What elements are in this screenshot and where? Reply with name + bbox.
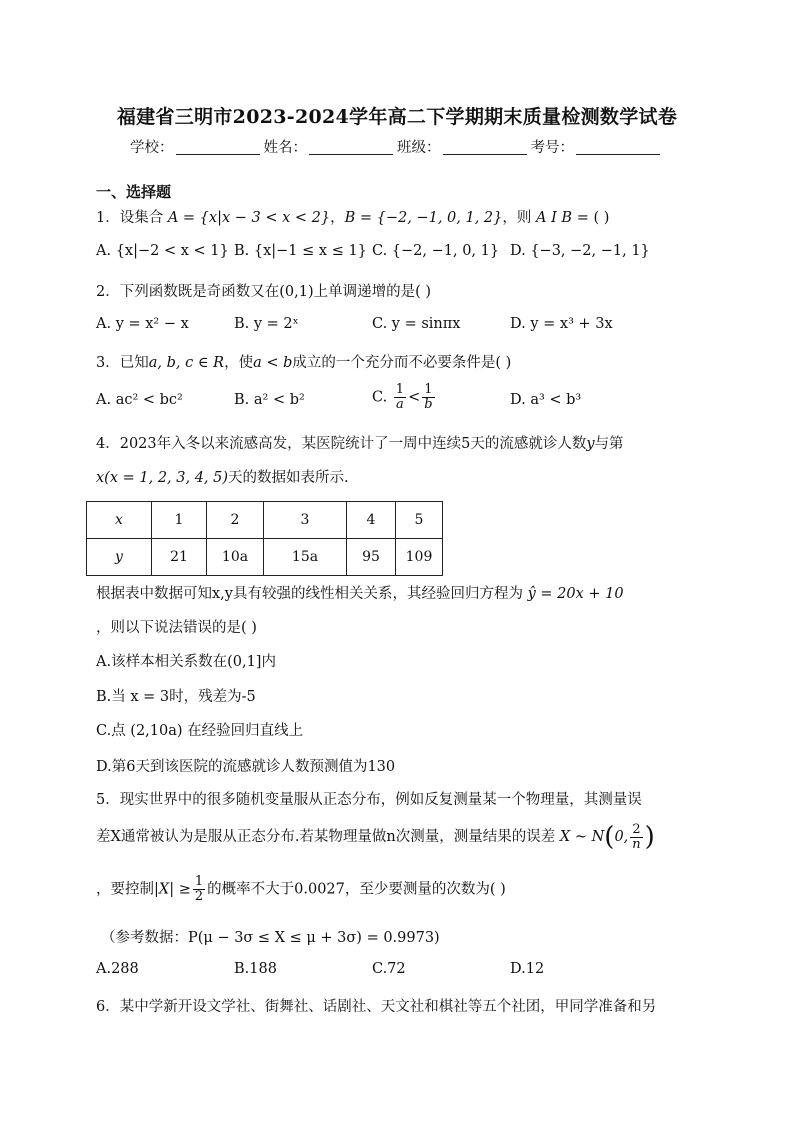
q1-option-d[interactable]: D. {−3, −2, −1, 1} bbox=[510, 243, 650, 259]
question-1 bbox=[96, 206, 609, 227]
table-cell: 10a bbox=[207, 539, 264, 576]
q5-half-num: 1 bbox=[194, 874, 204, 889]
q3-option-d[interactable]: D. a³ < b³ bbox=[510, 392, 582, 408]
question-4-line-2 bbox=[96, 466, 349, 487]
question-3 bbox=[96, 351, 511, 372]
q2-option-a[interactable]: A. y = x² − x bbox=[96, 316, 189, 332]
q4-after-table: 根据表中数据可知x,y具有较强的线性相关关系，其经验回归方程为 bbox=[96, 586, 523, 602]
q1-end: = ( ) bbox=[576, 210, 610, 226]
q1-option-c[interactable]: C. {−2, −1, 0, 1} bbox=[372, 243, 500, 259]
q4-option-b[interactable]: B.当 x = 3时，残差为-5 bbox=[96, 689, 256, 705]
q4-line2-var: x(x = 1, 2, 3, 4, 5) bbox=[96, 470, 229, 486]
q3-option-a[interactable]: A. ac² < bc² bbox=[96, 392, 183, 408]
q3-cond: a < b bbox=[253, 355, 293, 371]
question-2 bbox=[96, 280, 431, 301]
q3-frac-left-den: a bbox=[396, 397, 404, 412]
table-cell: 95 bbox=[347, 539, 396, 576]
q4-line1-end: 与第 bbox=[594, 436, 624, 452]
q3-option-c-label: C. bbox=[372, 389, 388, 406]
q5-option-b[interactable]: B.188 bbox=[234, 961, 277, 977]
question-5-line-3 bbox=[96, 875, 506, 904]
q3-option-b[interactable]: B. a² < b² bbox=[234, 392, 305, 408]
q1-sep: ， bbox=[330, 210, 345, 226]
q5-paren-close: ) bbox=[644, 822, 655, 852]
q2-option-d[interactable]: D. y = x³ + 3x bbox=[510, 316, 613, 332]
question-6-line-1: 6．某中学新开设文学社、街舞社、话剧社、天文社和棋社等五个社团，甲同学准备和另 bbox=[96, 999, 657, 1015]
table-cell: 15a bbox=[264, 539, 347, 576]
question-4-line-1 bbox=[96, 432, 624, 453]
q5-line3-post: 的概率不大于0.0027，至少要测量的次数为( ) bbox=[207, 881, 506, 898]
table-cell: 109 bbox=[396, 539, 443, 576]
q4-option-a[interactable]: A.该样本相关系数在(0,1]内 bbox=[96, 654, 276, 670]
q1-option-a[interactable]: A. {x|−2 < x < 1} bbox=[96, 243, 229, 259]
q1-prefix: 1．设集合 bbox=[96, 210, 164, 226]
q1-option-b[interactable]: B. {x|−1 ≤ x ≤ 1} bbox=[234, 243, 367, 259]
q3-suffix: 成立的一个充分而不必要条件是( ) bbox=[292, 355, 512, 371]
q3-frac-right-num: 1 bbox=[424, 382, 433, 397]
q4-line1: 4．2023年入冬以来流感高发，某医院统计了一周中连续5天的流感就诊人数 bbox=[96, 436, 587, 452]
student-info-row bbox=[0, 136, 794, 157]
q4-option-c[interactable]: C.点 (2,10a) 在经验回归直线上 bbox=[96, 723, 304, 739]
q3-mid: ，使 bbox=[224, 355, 254, 371]
q2-option-c[interactable]: C. y = sinπx bbox=[372, 316, 461, 332]
q4-option-d[interactable]: D.第6天到该医院的流感就诊人数预测值为130 bbox=[96, 759, 396, 775]
q2-interval: (0,1) bbox=[279, 284, 314, 300]
q5-dist-inner: 0, bbox=[614, 829, 629, 845]
number-label: 考号： bbox=[530, 140, 574, 156]
q4-cont: ，则以下说法错误的是( ) bbox=[96, 620, 257, 636]
table-cell: x bbox=[87, 502, 152, 539]
question-5-line-1: 5．现实世界中的很多随机变量服从正态分布，例如反复测量某一个物理量，其测量误 bbox=[96, 792, 642, 808]
exam-title: 福建省三明市2023-2024学年高二下学期期末质量检测数学试卷 bbox=[116, 106, 678, 128]
q5-paren-open: ( bbox=[604, 822, 615, 852]
school-label: 学校： bbox=[130, 140, 174, 156]
q5-line3-pre: ，要控制 bbox=[96, 881, 154, 898]
q4-line2-text: 天的数据如表所示. bbox=[228, 470, 349, 486]
q2-option-b[interactable]: B. y = 2ˣ bbox=[234, 316, 299, 332]
question-5-line-2 bbox=[96, 822, 655, 852]
q1-set-a: A = {x|x − 3 < x < 2} bbox=[167, 210, 331, 226]
q5-dist: X ~ N bbox=[559, 829, 605, 845]
q2-prefix: 2．下列函数既是奇函数又在 bbox=[96, 284, 280, 300]
q5-option-c[interactable]: C.72 bbox=[372, 961, 406, 977]
q1-set-b: B = {−2, −1, 0, 1, 2} bbox=[344, 210, 503, 226]
q5-line2: 差X通常被认为是服从正态分布.若某物理量做n次测量，测量结果的误差 bbox=[96, 829, 556, 845]
section-heading: 一、选择题 bbox=[96, 183, 172, 201]
number-blank[interactable] bbox=[576, 139, 660, 155]
question-4-after-table bbox=[96, 582, 624, 603]
table-cell: 1 bbox=[152, 502, 207, 539]
class-blank[interactable] bbox=[443, 139, 527, 155]
q5-dist-den: n bbox=[632, 836, 641, 852]
q5-reference: （参考数据：P(μ − 3σ ≤ X ≤ μ + 3σ) = 0.9973) bbox=[101, 930, 440, 946]
table-cell: 2 bbox=[207, 502, 264, 539]
q3-frac-right bbox=[422, 383, 434, 412]
q3-frac-right-den: b bbox=[424, 397, 433, 412]
table-cell: 5 bbox=[396, 502, 443, 539]
table-cell: 3 bbox=[264, 502, 347, 539]
table-cell: 21 bbox=[152, 539, 207, 576]
q3-vars: a, b, c ∈ R bbox=[148, 355, 225, 371]
name-label: 姓名： bbox=[263, 140, 307, 156]
q5-dist-num: 2 bbox=[632, 821, 641, 837]
class-label: 班级： bbox=[397, 140, 441, 156]
q2-suffix: 上单调递增的是( ) bbox=[313, 284, 432, 300]
table-cell: 4 bbox=[347, 502, 396, 539]
q5-half-den: 2 bbox=[194, 889, 204, 904]
school-blank[interactable] bbox=[176, 139, 260, 155]
name-blank[interactable] bbox=[309, 139, 393, 155]
q5-option-a[interactable]: A.288 bbox=[96, 961, 139, 977]
q4-equation: ŷ = 20x + 10 bbox=[527, 586, 624, 602]
table-row-x bbox=[87, 502, 443, 539]
q3-frac-left bbox=[394, 383, 406, 412]
q3-frac-left-num: 1 bbox=[395, 382, 405, 397]
table-cell: y bbox=[87, 539, 152, 576]
q5-abs: |X| ≥ bbox=[154, 881, 191, 898]
table-row-y bbox=[87, 539, 443, 576]
q3-option-c[interactable]: C. $\frac{1}{a}$ < $\frac{1}{b}$ bbox=[372, 382, 433, 412]
q5-option-d[interactable]: D.12 bbox=[510, 961, 545, 977]
q4-line1-var: y bbox=[586, 436, 595, 452]
data-table bbox=[86, 501, 443, 576]
q1-then: ，则 bbox=[502, 210, 532, 226]
q1-expr: A I B bbox=[536, 210, 573, 226]
q5-half-frac bbox=[193, 875, 205, 904]
q5-dist-frac bbox=[630, 823, 642, 852]
q3-prefix: 3．已知 bbox=[96, 355, 149, 371]
